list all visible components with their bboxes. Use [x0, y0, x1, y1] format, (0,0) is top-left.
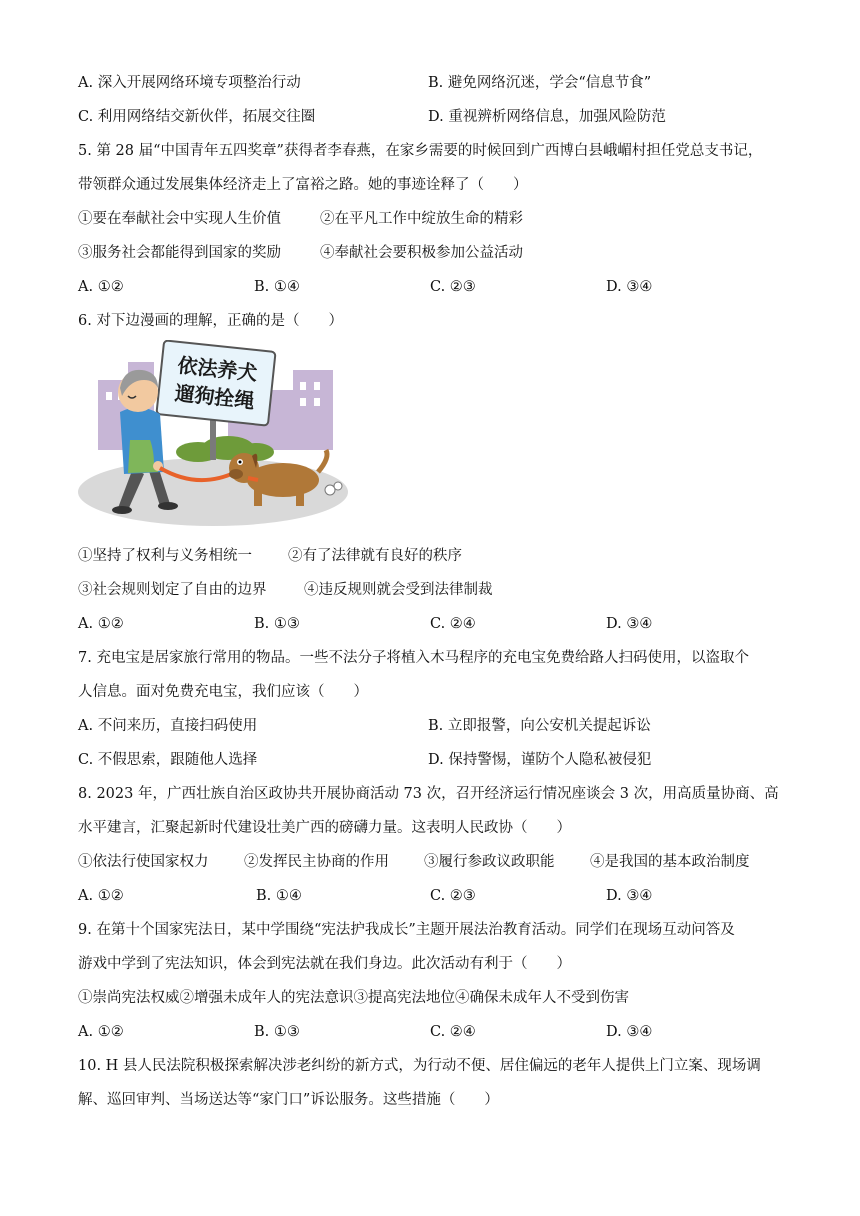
- q10-stem-line-1: 10. H 县人民法院积极探索解决涉老纠纷的新方式，为行动不便、居住偏远的老年人提供上门立案、现场调: [78, 1058, 761, 1074]
- q6-items-row-2: [78, 580, 778, 600]
- q9-stem-line-2: 游戏中学到了宪法知识，体会到宪法就在我们身边。此次活动有利于（ ）: [78, 956, 571, 972]
- q5-options-row: [78, 277, 778, 297]
- q7-stem-line-2: 人信息。面对免费充电宝，我们应该（ ）: [78, 684, 368, 700]
- q6-stem: 6. 对下边漫画的理解，正确的是（ ）: [78, 313, 343, 329]
- q8-item-4: ④是我国的基本政治制度: [590, 854, 750, 870]
- q4-option-a[interactable]: A. 深入开展网络环境专项整治行动: [78, 75, 301, 91]
- q7-option-b[interactable]: B. 立即报警，向公安机关提起诉讼: [428, 718, 651, 734]
- q8-option-d[interactable]: D. ③④: [606, 888, 653, 904]
- q6-option-d[interactable]: D. ③④: [606, 616, 653, 632]
- q5-items-row-2: [78, 243, 778, 263]
- q6-item-2: ②有了法律就有良好的秩序: [288, 548, 462, 564]
- q9-option-d[interactable]: D. ③④: [606, 1024, 653, 1040]
- q5-stem-line-2: 带领群众通过发展集体经济走上了富裕之路。她的事迹诠释了（ ）: [78, 177, 528, 193]
- sign-text-line-2: 遛狗拴绳: [173, 380, 256, 414]
- q9-stem-line-1: 9. 在第十个国家宪法日，某中学围绕“宪法护我成长”主题开展法治教育活动。同学们在现场互动问答及: [78, 922, 735, 938]
- q6-item-4: ④违反规则就会受到法律制裁: [304, 582, 493, 598]
- q6-items-row-1: [78, 546, 778, 566]
- q9-options-row: [78, 1022, 778, 1042]
- q4-option-d[interactable]: D. 重视辨析网络信息，加强风险防范: [428, 109, 666, 125]
- sign-text-line-1: 依法养犬: [176, 352, 259, 386]
- q10-stem-line-2: 解、巡回审判、当场送达等“家门口”诉讼服务。这些措施（ ）: [78, 1092, 499, 1108]
- q7-stem-line-1: 7. 充电宝是居家旅行常用的物品。一些不法分子将植入木马程序的充电宝免费给路人扫码使用，以盗取个: [78, 650, 749, 666]
- q5-item-3: ③服务社会都能得到国家的奖励: [78, 245, 281, 261]
- q7-options-row-2: [78, 750, 778, 770]
- q4-options-row-1: [78, 73, 778, 93]
- q6-options-row: [78, 614, 778, 634]
- q8-item-2: ②发挥民主协商的作用: [244, 854, 389, 870]
- cartoon-svg: [78, 340, 348, 530]
- q5-option-d[interactable]: D. ③④: [606, 279, 653, 295]
- q5-item-4: ④奉献社会要积极参加公益活动: [320, 245, 523, 261]
- q8-option-b[interactable]: B. ①④: [256, 888, 302, 904]
- q7-option-c[interactable]: C. 不假思索，跟随他人选择: [78, 752, 258, 768]
- q9-items: ①崇尚宪法权威②增强未成年人的宪法意识③提高宪法地位④确保未成年人不受到伤害: [78, 990, 629, 1006]
- q6-option-b[interactable]: B. ①③: [254, 616, 300, 632]
- q7-option-d[interactable]: D. 保持警惕，谨防个人隐私被侵犯: [428, 752, 652, 768]
- q6-item-1: ①坚持了权利与义务相统一: [78, 548, 252, 564]
- q6-option-c[interactable]: C. ②④: [430, 616, 476, 632]
- sign-post: [210, 418, 216, 460]
- q9-option-a[interactable]: A. ①②: [78, 1024, 124, 1040]
- q6-option-a[interactable]: A. ①②: [78, 616, 124, 632]
- q4-options-row-2: [78, 107, 778, 127]
- q8-stem-line-2: 水平建言，汇聚起新时代建设壮美广西的磅礴力量。这表明人民政协（ ）: [78, 820, 571, 836]
- q8-option-a[interactable]: A. ①②: [78, 888, 124, 904]
- q8-item-3: ③履行参政议政职能: [424, 854, 555, 870]
- q9-option-b[interactable]: B. ①③: [254, 1024, 300, 1040]
- q8-items-row: [78, 852, 778, 872]
- q6-item-3: ③社会规则划定了自由的边界: [78, 582, 267, 598]
- q8-options-row: [78, 886, 778, 906]
- q7-option-a[interactable]: A. 不问来历，直接扫码使用: [78, 718, 258, 734]
- q5-item-2: ②在平凡工作中绽放生命的精彩: [320, 211, 523, 227]
- q5-stem-line-1: 5. 第 28 届“中国青年五四奖章”获得者李春燕，在家乡需要的时候回到广西博白县峨嵋村担任党总支书记，: [78, 143, 763, 159]
- q5-option-c[interactable]: C. ②③: [430, 279, 476, 295]
- q5-option-a[interactable]: A. ①②: [78, 279, 124, 295]
- q5-item-1: ①要在奉献社会中实现人生价值: [78, 211, 281, 227]
- q9-option-c[interactable]: C. ②④: [430, 1024, 476, 1040]
- dog-walking-cartoon: [78, 340, 348, 530]
- q5-option-b[interactable]: B. ①④: [254, 279, 300, 295]
- law-sign: [156, 340, 275, 425]
- q8-stem-line-1: 8. 2023 年，广西壮族自治区政协共开展协商活动 73 次，召开经济运行情况座谈会 3 次，用高质量协商、高: [78, 786, 779, 802]
- q8-option-c[interactable]: C. ②③: [430, 888, 476, 904]
- q5-items-row-1: [78, 209, 778, 229]
- q7-options-row-1: [78, 716, 778, 736]
- q4-option-b[interactable]: B. 避免网络沉迷，学会“信息节食”: [428, 75, 652, 91]
- q8-item-1: ①依法行使国家权力: [78, 854, 209, 870]
- q4-option-c[interactable]: C. 利用网络结交新伙伴，拓展交往圈: [78, 109, 316, 125]
